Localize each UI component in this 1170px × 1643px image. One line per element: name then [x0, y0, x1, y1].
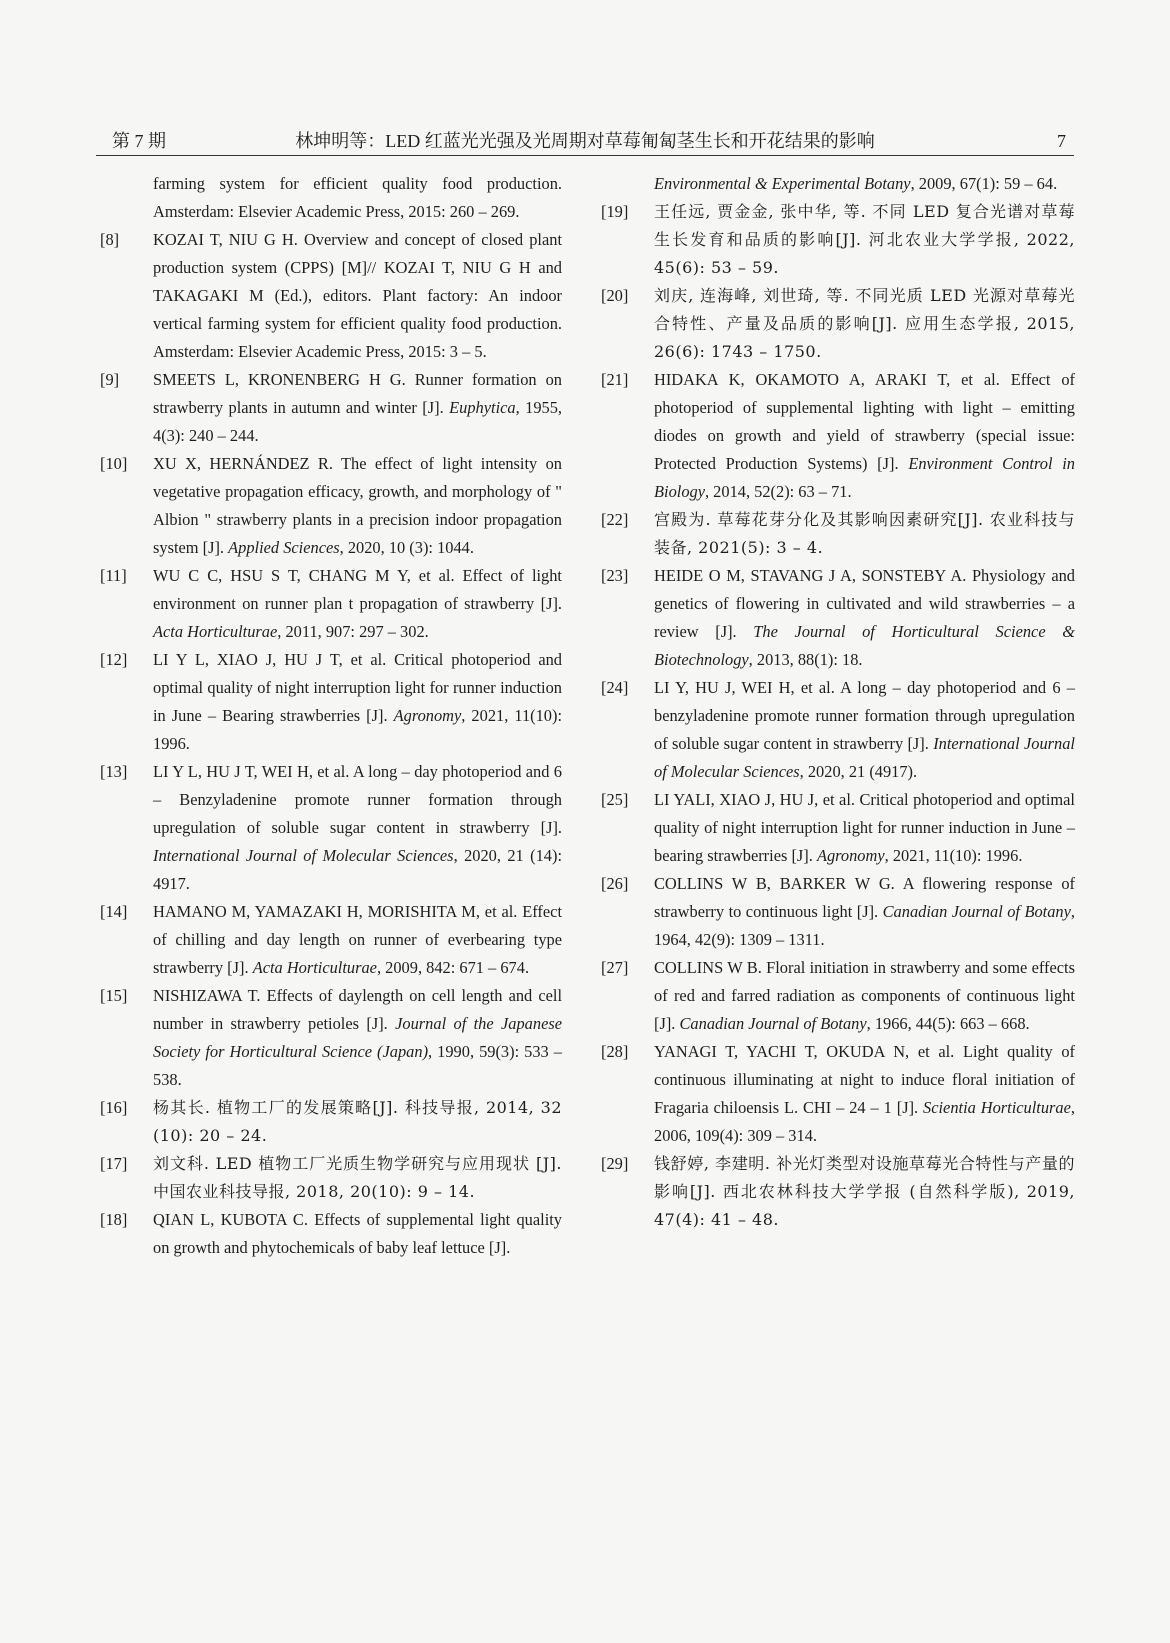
reference-text: 刘庆, 连海峰, 刘世琦, 等. 不同光质 LED 光源对草莓光合特性、产量及品质的影响[J]. 应用生态学报, 2015, 26(6): 1743 – 1750.: [654, 286, 1075, 361]
reference-text: WU C C, HSU S T, CHANG M Y, et al. Effect of light environment on runner plan t propagation of strawberry [J]. Acta Horticulturae, 2011, 907: 297 – 302.: [153, 566, 562, 641]
reference-number: [11]: [100, 566, 127, 585]
reference-item: [601, 198, 1075, 282]
reference-item: [601, 954, 1075, 1038]
reference-continuation: farming system for efficient quality food production. Amsterdam: Elsevier Academic Press, 2015: 260 – 269.: [153, 174, 562, 221]
reference-item: [601, 1150, 1075, 1234]
reference-number: [26]: [601, 874, 629, 893]
reference-text: HEIDE O M, STAVANG J A, SONSTEBY A. Physiology and genetics of flowering in cultivated and wild strawberries – a review [J]. The Journal of Horticultural Science & Biotechnology, 2013, 88(1): 18.: [654, 566, 1075, 669]
reference-number: [14]: [100, 902, 128, 921]
reference-number: [25]: [601, 790, 629, 809]
reference-item: [601, 870, 1075, 954]
reference-text: COLLINS W B, BARKER W G. A flowering response of strawberry to continuous light [J]. Canadian Journal of Botany, 1964, 42(9): 1309 – 1311.: [654, 874, 1075, 949]
reference-number: [15]: [100, 986, 128, 1005]
reference-text: 王任远, 贾金金, 张中华, 等. 不同 LED 复合光谱对草莓生长发育和品质的影响[J]. 河北农业大学学报, 2022, 45(6): 53 – 59.: [654, 202, 1075, 277]
journal-name: The Journal of Horticultural Science & Biotechnology: [654, 622, 1075, 669]
reference-item: [601, 1038, 1075, 1150]
reference-number: [28]: [601, 1042, 629, 1061]
reference-item: [601, 786, 1075, 870]
reference-number: [19]: [601, 202, 629, 221]
journal-name: International Journal of Molecular Sciences: [654, 734, 1075, 781]
reference-item: [100, 450, 562, 562]
reference-text: KOZAI T, NIU G H. Overview and concept of closed plant production system (CPPS) [M]// KOZAI T, NIU G H and TAKAGAKI M (Ed.), editors. Plant factory: An indoor vertical farming system for efficient quality food production. Amsterdam: Elsevier Academic Press, 2015: 3 – 5.: [153, 230, 562, 361]
reference-item: [100, 1094, 562, 1150]
reference-text: NISHIZAWA T. Effects of daylength on cell length and cell number in strawberry petioles [J]. Journal of the Japanese Society for Horticultural Science (Japan), 1990, 59(3): 533 – 538.: [153, 986, 563, 1089]
reference-item: [100, 1150, 562, 1206]
issue-number: 第 7 期: [112, 131, 166, 151]
reference-text: COLLINS W B. Floral initiation in strawberry and some effects of red and farred radiation as components of continuous light [J]. Canadian Journal of Botany, 1966, 44(5): 663 – 668.: [654, 958, 1075, 1033]
reference-text: YANAGI T, YACHI T, OKUDA N, et al. Light quality of continuous illuminating at night to induce floral initiation of Fragaria chiloensis L. CHI – 24 – 1 [J]. Scientia Horticulturae, 2006, 109(4): 309 – 314.: [654, 1042, 1075, 1145]
reference-text: SMEETS L, KRONENBERG H G. Runner formation on strawberry plants in autumn and winter [J]. Euphytica, 1955, 4(3): 240 – 244.: [153, 370, 563, 445]
references-left-column: [100, 170, 562, 1262]
journal-name: Scientia Horticulturae: [923, 1098, 1071, 1117]
reference-item: [601, 282, 1075, 366]
reference-number: [8]: [100, 230, 120, 249]
reference-text: LI Y L, XIAO J, HU J T, et al. Critical photoperiod and optimal quality of night interruption light for runner induction in June – Bearing strawberries [J]. Agronomy, 2021, 11(10): 1996.: [153, 650, 562, 753]
running-header: [96, 128, 1074, 154]
page-number: 7: [1057, 131, 1066, 151]
reference-item: [100, 758, 562, 898]
running-title: 林坤明等：LED 红蓝光光强及光周期对草莓匍匐茎生长和开花结果的影响: [295, 131, 875, 151]
reference-number: [23]: [601, 566, 629, 585]
reference-number: [17]: [100, 1154, 128, 1173]
reference-number: [27]: [601, 958, 629, 977]
reference-text: QIAN L, KUBOTA C. Effects of supplemental light quality on growth and phytochemicals of baby leaf lettuce [J].: [153, 1210, 562, 1257]
journal-name: Acta Horticulturae: [252, 958, 377, 977]
reference-text: HIDAKA K, OKAMOTO A, ARAKI T, et al. Effect of photoperiod of supplemental lighting with light – emitting diodes on growth and yield of strawberry (special issue: Protected Production Systems) [J]. Environment Control in Biology, 2014, 52(2): 63 – 71.: [654, 370, 1076, 501]
reference-text: 钱舒婷, 李建明. 补光灯类型对设施草莓光合特性与产量的影响[J]. 西北农林科技大学学报 (自然科学版), 2019, 47(4): 41 – 48.: [654, 1154, 1075, 1229]
reference-item: [100, 898, 562, 982]
reference-text: LI Y L, HU J T, WEI H, et al. A long – day photoperiod and 6 – Benzyladenine promote runner formation through upregulation of soluble sugar content in strawberry [J]. International Journal of Molecular Sciences, 2020, 21 (14): 4917.: [153, 762, 563, 893]
reference-text: LI Y, HU J, WEI H, et al. A long – day photoperiod and 6 – benzyladenine promote runner formation through upregulation of soluble sugar content in strawberry [J]. International Journal of Molecular Sciences, 2020, 21 (4917).: [654, 678, 1075, 781]
journal-name: Canadian Journal of Botany: [679, 1014, 867, 1033]
reference-text: 杨其长. 植物工厂的发展策略[J]. 科技导报, 2014, 32 (10): 20 – 24.: [153, 1098, 562, 1145]
reference-text: 刘文科. LED 植物工厂光质生物学研究与应用现状 [J]. 中国农业科技导报, 2018, 20(10): 9 – 14.: [153, 1154, 562, 1201]
reference-item: [100, 982, 562, 1094]
reference-item: [100, 1206, 562, 1262]
reference-number: [21]: [601, 370, 629, 389]
reference-item: [601, 674, 1075, 786]
journal-name: Agronomy: [816, 846, 885, 865]
journal-name: Environment Control in Biology: [654, 454, 1076, 501]
reference-number: [13]: [100, 762, 128, 781]
journal-name: Canadian Journal of Botany: [882, 902, 1071, 921]
reference-item: [601, 562, 1075, 674]
reference-number: [12]: [100, 650, 128, 669]
reference-continuation: Environmental & Experimental Botany, 2009, 67(1): 59 – 64.: [654, 174, 1058, 193]
journal-name: Journal of the Japanese Society for Horticultural Science (Japan): [153, 1014, 563, 1061]
reference-number: [24]: [601, 678, 629, 697]
reference-text: 宫殿为. 草莓花芽分化及其影响因素研究[J]. 农业科技与装备, 2021(5): 3 – 4.: [654, 510, 1075, 557]
journal-name: Acta Horticulturae: [153, 622, 278, 641]
journal-name: Euphytica: [449, 398, 516, 417]
reference-item: [100, 562, 562, 646]
reference-number: [16]: [100, 1098, 128, 1117]
reference-item: [100, 646, 562, 758]
references-right-column: [601, 170, 1075, 1234]
reference-number: [18]: [100, 1210, 128, 1229]
reference-item: [601, 506, 1075, 562]
journal-name: International Journal of Molecular Sciences: [153, 846, 454, 865]
reference-item: [100, 226, 562, 366]
reference-number: [9]: [100, 370, 120, 389]
reference-number: [29]: [601, 1154, 629, 1173]
reference-text: HAMANO M, YAMAZAKI H, MORISHITA M, et al. Effect of chilling and day length on runner of everbearing type strawberry [J]. Acta Horticulturae, 2009, 842: 671 – 674.: [153, 902, 562, 977]
journal-name: Applied Sciences: [228, 538, 340, 557]
reference-number: [10]: [100, 454, 128, 473]
journal-name: Agronomy: [393, 706, 462, 725]
reference-number: [20]: [601, 286, 629, 305]
reference-item: [601, 366, 1075, 506]
reference-number: [22]: [601, 510, 629, 529]
header-rule: [96, 155, 1074, 156]
reference-text: LI YALI, XIAO J, HU J, et al. Critical photoperiod and optimal quality of night interruption light for runner induction in June – bearing strawberries [J]. Agronomy, 2021, 11(10): 1996.: [654, 790, 1075, 865]
reference-text: XU X, HERNÁNDEZ R. The effect of light intensity on vegetative propagation efficacy, growth, and morphology of " Albion " strawberry plants in a precision indoor propagation system [J]. Applied Sciences, 2020, 10 (3): 1044.: [153, 454, 562, 557]
reference-item: [100, 366, 562, 450]
